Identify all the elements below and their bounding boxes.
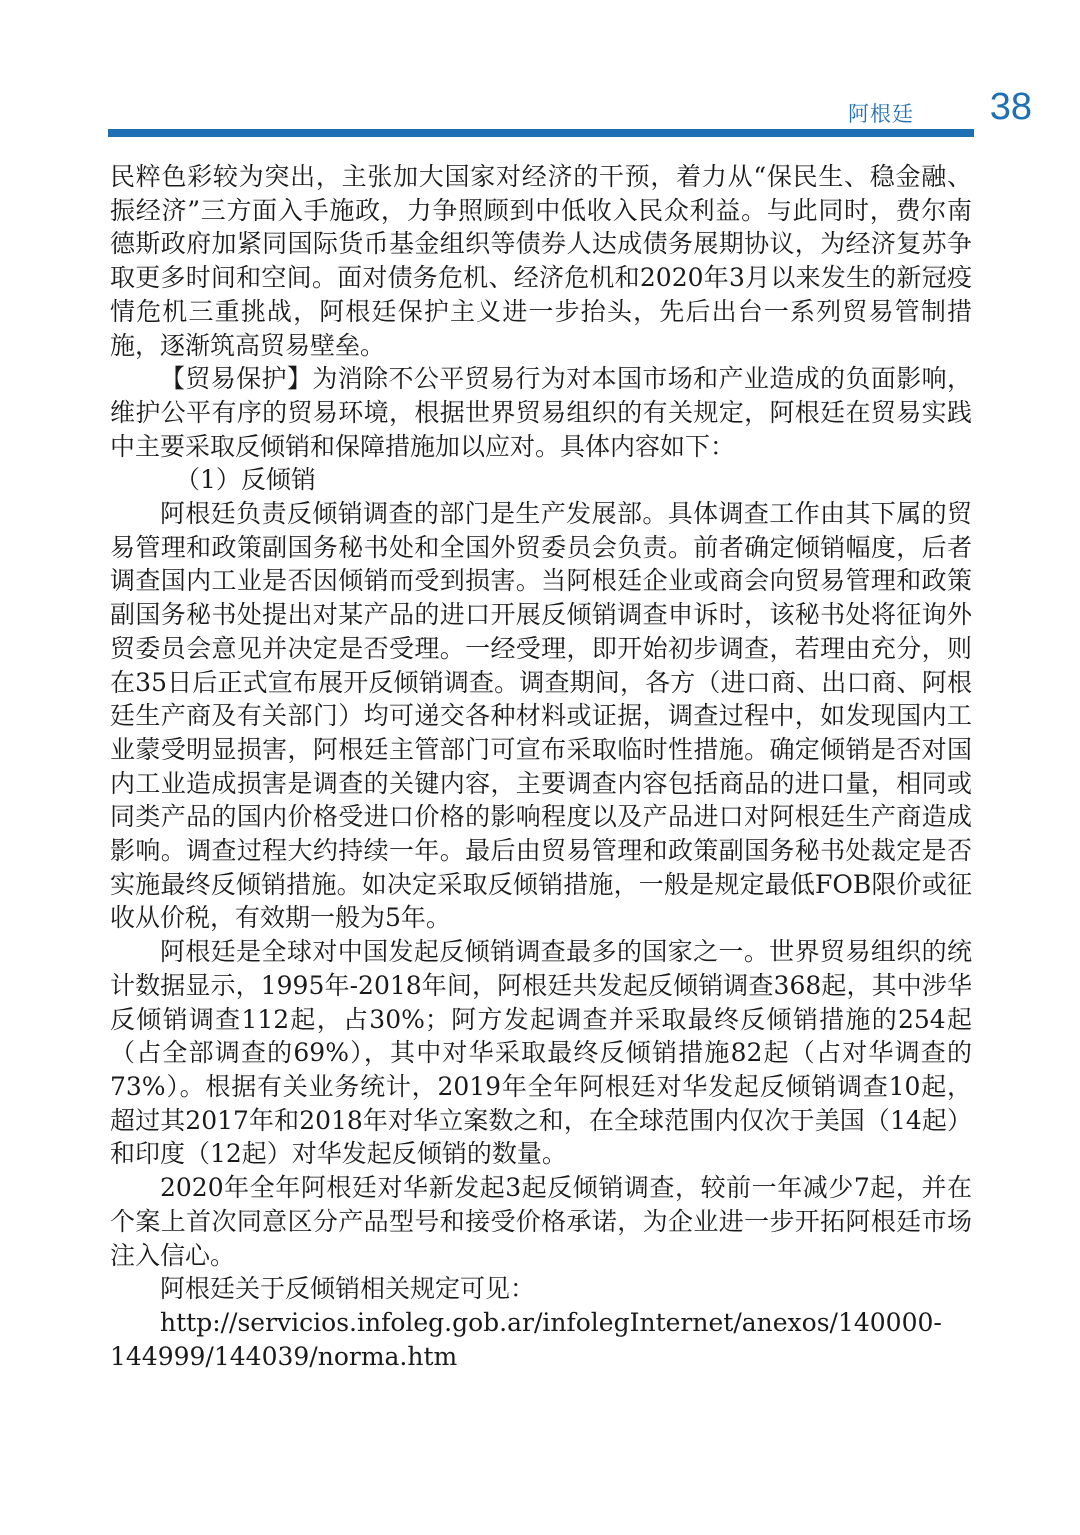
paragraph-trade-protection: 【贸易保护】为消除不公平贸易行为对本国市场和产业造成的负面影响，维护公平有序的贸易环境，根据世界贸易组织的有关规定，阿根廷在贸易实践中主要采取反倾销和保障措施加以应对。具体内容如下： [110,364,972,461]
header-rule-divider [108,129,974,137]
paragraph-regulation-reference: 阿根廷关于反倾销相关规定可见： [160,1274,536,1304]
regulation-link[interactable] [110,1306,972,1373]
regulation-link-line2[interactable]: 144999/144039/norma.htm [110,1341,458,1371]
paragraph-2020-cases: 2020年全年阿根廷对华新发起3起反倾销调查，较前一年减少7起，并在个案上首次同意区分产品型号和接受价格承诺，为企业进一步开拓阿根廷市场注入信心。 [110,1173,972,1270]
paragraph-anti-dumping-procedure: 阿根廷负责反倾销调查的部门是生产发展部。具体调查工作由其下属的贸易管理和政策副国务秘书处和全国外贸委员会负责。前者确定倾销幅度，后者调查国内工业是否因倾销而受到损害。当阿根廷企业或商会向贸易管理和政策副国务秘书处提出对某产品的进口开展反倾销调查申诉时，该秘书处将征询外贸委员会意见并决定是否受理。一经受理，即开始初步调查，若理由充分，则在35日后正式宣布展开反倾销调查。调查期间，各方（进口商、出口商、阿根廷生产商及有关部门）均可递交各种材料或证据，调查过程中，如发现国内工业蒙受明显损害，阿根廷主管部门可宣布采取临时性措施。确定倾销是否对国内工业造成损害是调查的关键内容，主要调查内容包括商品的进口量，相同或同类产品的国内价格受进口价格的影响程度以及产品进口对阿根廷生产商造成影响。调查过程大约持续一年。最后由贸易管理和政策副国务秘书处裁定是否实施最终反倾销措施。如决定采取反倾销措施，一般是规定最低FOB限价或征收从价税，有效期一般为5年。 [110,499,972,933]
regulation-link-line1[interactable]: http://servicios.infoleg.gob.ar/infolegInternet/anexos/140000- [160,1307,942,1337]
paragraph-continued: 民粹色彩较为突出，主张加大国家对经济的干预，着力从“保民生、稳金融、振经济”三方面入手施政，力争照顾到中低收入民众利益。与此同时，费尔南德斯政府加紧同国际货币基金组织等债券人达成债务展期协议，为经济复苏争取更多时间和空间。面对债务危机、经济危机和2020年3月以来发生的新冠疫情危机三重挑战，阿根廷保护主义进一步抬头，先后出台一系列贸易管制措施，逐渐筑高贸易壁垒。 [110,162,972,360]
paragraph-anti-dumping-statistics: 阿根廷是全球对中国发起反倾销调查最多的国家之一。世界贸易组织的统计数据显示，1995年-2018年间，阿根廷共发起反倾销调查368起，其中涉华反倾销调查112起，占30%；阿方发起调查并采取最终反倾销措施的254起（占全部调查的69%），其中对华采取最终反倾销措施82起（占对华调查的73%）。根据有关业务统计，2019年全年阿根廷对华发起反倾销调查10起，超过其2017年和2018年对华立案数之和，在全球范围内仅次于美国（14起）和印度（12起）对华发起反倾销的数量。 [110,937,972,1169]
body-text [110,160,972,1373]
subheading-anti-dumping: （1）反倾销 [175,465,316,495]
running-head-country: 阿根廷 [848,102,914,126]
page-number: 38 [989,86,1032,128]
